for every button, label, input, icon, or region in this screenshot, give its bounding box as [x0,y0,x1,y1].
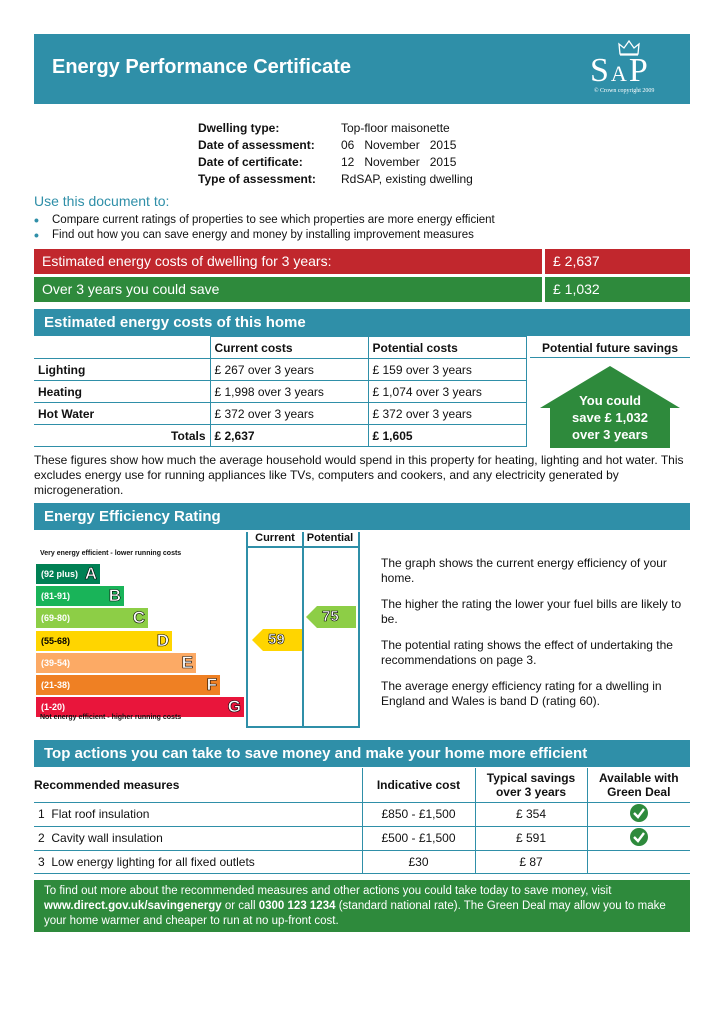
saving-cell: £ 591 [475,826,587,850]
totals-current: £ 2,637 [210,425,368,447]
potential-column-header: Potential [302,532,358,548]
savingenergy-link[interactable]: www.direct.gov.uk/savingenergy [44,900,222,912]
potential-rating-arrow [306,606,356,628]
rating-paragraph: The graph shows the current energy efficiency of your home. [381,556,667,585]
rating-band-c [36,608,148,628]
savings-line: over 3 years [572,427,648,442]
detail-label: Type of assessment: [198,171,316,186]
rating-value: 59 [268,630,285,648]
check-icon [629,803,649,826]
footer-text: To find out more about the recommended measures and other actions you could take today to save money, visit [44,885,612,897]
savings-bar [34,277,690,302]
band-range: (55-68) [41,635,71,646]
current-cost: £ 1,998 over 3 years [210,381,368,403]
potential-rating-column [302,532,360,728]
col-recommended-measures: Recommended measures [34,768,362,802]
detail-label: Dwelling type: [198,120,280,135]
band-range: (39-54) [41,657,71,668]
measure-name: Flat roof insulation [51,807,150,821]
col-green-deal [587,768,690,802]
potential-future-savings [530,336,690,447]
current-cost: £ 267 over 3 years [210,359,368,381]
rating-paragraph: The potential rating shows the effect of undertaking the recommendations on page 3. [381,638,673,667]
certificate-header [34,34,690,104]
col-typical-savings [475,768,587,802]
future-savings-title: Potential future savings [530,336,690,358]
detail-row [198,170,541,187]
actions-section-title: Top actions you can take to save money and make your home more efficient [34,740,690,767]
estimated-costs-value: £ 2,637 [545,249,690,274]
detail-value: RdSAP, existing dwelling [341,171,473,186]
band-range: (81-91) [41,591,71,602]
rating-bottom-note: Not energy efficient - higher running costs [40,714,182,721]
savings-line: save £ 1,032 [572,410,648,425]
sap-logo [590,40,670,98]
detail-label: Date of certificate: [198,154,303,169]
sap-logo-letters: SAP [590,52,650,89]
row-label: Hot Water [34,403,210,425]
footer-text: or call [221,900,259,912]
row-label: Heating [34,381,210,403]
measure-cell [34,826,362,850]
band-letter: F [206,675,217,694]
rating-band-b [36,586,124,606]
list-item-text: Find out how you can save energy and money by installing improvement measures [52,228,474,241]
detail-label: Date of assessment: [198,137,315,152]
band-letter: A [84,564,97,583]
cost-cell: £500 - £1,500 [362,826,475,850]
costs-section-title: Estimated energy costs of this home [34,309,690,336]
rating-paragraph: The higher the rating the lower your fuel bills are likely to be. [381,597,682,626]
band-letter: D [156,630,169,650]
rating-band-f [36,675,220,695]
dwelling-details [198,119,541,187]
col-current-costs: Current costs [210,337,368,359]
col-savings-line: Typical savings [486,770,576,785]
current-rating-arrow [252,629,302,651]
col-greendeal-line: Available with [598,770,679,785]
detail-row [198,119,541,136]
col-savings-line: over 3 years [495,784,567,799]
costs-note: These figures show how much the average household would spend in this property for heating, lighting and hot water. This excludes energy use for running appliances like TVs, computers and cookers, and any electricity generated by microgeneration. [34,453,684,497]
costs-table [34,336,527,447]
measure-name: Low energy lighting for all fixed outlets [51,854,255,869]
estimated-costs-label: Estimated energy costs of dwelling for 3 years: [34,249,542,274]
rating-band-e [36,653,196,673]
estimated-costs-bar [34,249,690,274]
footer-info [34,880,690,932]
rating-top-note: Very energy efficient - lower running costs [40,550,182,557]
rating-explanation [381,556,691,720]
check-icon [629,827,649,850]
cost-cell: £850 - £1,500 [362,802,475,826]
certificate-title: Energy Performance Certificate [52,56,352,78]
sap-copyright: © Crown copyright 2009 [594,88,655,94]
measure-cell [34,802,362,826]
saving-cell: £ 87 [475,850,587,873]
table-row [34,802,690,826]
rating-paragraph: The average energy efficiency rating for a dwelling in England and Wales is band D (rating 60). [381,679,662,708]
green-check-icon [629,803,649,823]
footer-text: (standard national rate). The Green Deal may allow you to make your home warmer and cheaper to run at no up-front cost. [44,900,666,927]
current-rating-column [246,532,304,728]
potential-cost: £ 159 over 3 years [368,359,526,381]
savings-label: Over 3 years you could save [34,277,542,302]
measure-number: 1 [38,807,45,821]
future-savings-text [540,392,680,443]
row-label: Lighting [34,359,210,381]
list-item [34,212,495,227]
detail-value: Top-floor maisonette [341,120,450,135]
phone-number: 0300 123 1234 [258,900,336,912]
savings-line: You could [579,393,641,408]
table-row [34,850,690,873]
totals-row [34,425,526,447]
band-letter: G [227,697,241,717]
green-deal-cell [587,802,690,826]
rating-section-title: Energy Efficiency Rating [34,503,690,530]
measure-name: Cavity wall insulation [51,831,163,845]
measure-cell [34,850,362,873]
measure-number: 2 [38,831,45,845]
cost-cell: £30 [362,850,475,873]
band-letter: B [108,586,121,606]
table-row [34,403,526,425]
table-header-row [34,337,526,359]
rating-band-d [36,631,172,651]
potential-cost: £ 372 over 3 years [368,403,526,425]
actions-table [34,768,690,874]
col-potential-costs: Potential costs [368,337,526,359]
band-letter: E [181,652,193,672]
table-header-row [34,768,690,802]
measure-number: 3 [38,854,45,869]
potential-cost: £ 1,074 over 3 years [368,381,526,403]
current-column-header: Current [248,532,302,548]
band-range: (92 plus) [41,569,79,579]
band-letter: C [132,608,145,628]
totals-potential: £ 1,605 [368,425,526,447]
rating-value: 75 [322,608,339,626]
band-range: (21-38) [41,680,71,690]
bullet-icon: • [34,226,39,243]
totals-label: Totals [34,425,210,447]
detail-row [198,153,541,170]
band-range: (1-20) [41,702,66,713]
use-document-title: Use this document to: [34,193,170,209]
band-range: (69-80) [41,613,71,624]
detail-value: 06 November 2015 [341,137,457,152]
saving-cell: £ 354 [475,802,587,826]
rating-band-a [36,564,100,584]
table-row [34,826,690,850]
detail-value: 12 November 2015 [341,154,457,169]
list-item-text: Compare current ratings of properties to see which properties are more energy efficient [52,213,495,226]
table-row [34,381,526,403]
col-indicative-cost: Indicative cost [362,768,475,802]
savings-value: £ 1,032 [545,277,690,302]
col-greendeal-line: Green Deal [607,784,671,799]
table-row [34,359,526,381]
current-cost: £ 372 over 3 years [210,403,368,425]
use-document-list [34,212,495,242]
detail-row [198,136,541,153]
list-item [34,227,495,242]
green-deal-cell [587,826,690,850]
bullet-icon: • [34,211,39,228]
green-check-icon [629,827,649,847]
green-deal-cell [587,850,690,873]
